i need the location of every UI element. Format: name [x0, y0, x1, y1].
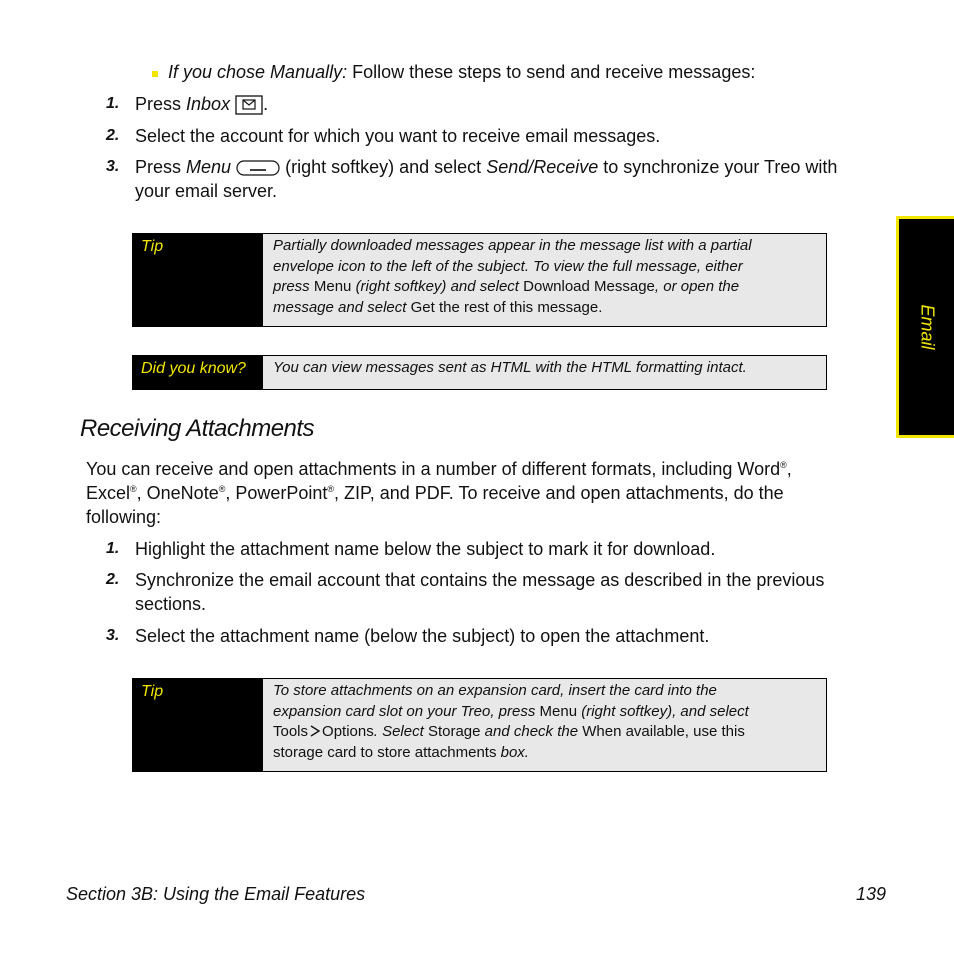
step-number: 2. — [106, 127, 120, 144]
side-tab-label: Email — [917, 304, 937, 350]
intro-rest: Follow these steps to send and receive messages: — [352, 62, 756, 82]
tip-box — [132, 233, 827, 327]
tip-text: Partially downloaded messages appear in the message list with a partial envelope icon to the left of the subject. To view the full message, either press Menu (right softkey) and select Download Message, or open the message and select Get the rest of this message. — [263, 234, 826, 326]
menu-softkey-icon — [236, 160, 280, 176]
attach-step-2: Synchronize the email account that contains the message as described in the previous sections. — [135, 570, 825, 614]
step-2: Select the account for which you want to receive email messages. — [135, 126, 661, 146]
bullet-marker — [152, 71, 158, 77]
tip-box — [132, 678, 827, 772]
did-you-know-label: Did you know? — [133, 356, 263, 389]
step-number: 1. — [106, 540, 120, 557]
intro-lead: If you chose Manually: — [168, 62, 348, 82]
did-you-know-text: You can view messages sent as HTML with the HTML formatting intact. — [263, 356, 826, 389]
intro-line — [168, 60, 755, 84]
footer-page-number: 139 — [856, 884, 887, 904]
tip-text: To store attachments on an expansion card, insert the card into the expansion card slot on your Treo, press Menu (right softkey), and select Tools Options. Select Storage and check the When available, use this storage card to store attachments box. — [263, 679, 826, 771]
tip-label: Tip — [133, 679, 263, 771]
step-1: Press Inbox . — [135, 94, 269, 114]
section-side-tab — [896, 216, 954, 438]
attach-step-1: Highlight the attachment name below the subject to mark it for download. — [135, 539, 716, 559]
step-number: 3. — [106, 158, 120, 175]
chevron-right-icon — [308, 725, 322, 737]
footer-section-title: Section 3B: Using the Email Features — [66, 884, 366, 904]
step-number: 2. — [106, 571, 120, 588]
did-you-know-box — [132, 355, 827, 390]
section-heading: Receiving Attachments — [80, 415, 315, 442]
inbox-key-icon — [235, 95, 263, 115]
step-3: Press Menu (right softkey) and select Send/Receive to synchronize your Treo with your email server. — [135, 157, 838, 201]
tip-label: Tip — [133, 234, 263, 326]
step-number: 1. — [106, 95, 120, 112]
step-number: 3. — [106, 627, 120, 644]
section-paragraph: You can receive and open attachments in a number of different formats, including Word®, Excel®, OneNote®, PowerPoint®, ZIP, and PDF. To receive and open attachments, do the following: — [86, 459, 792, 527]
attach-step-3: Select the attachment name (below the subject) to open the attachment. — [135, 626, 710, 646]
